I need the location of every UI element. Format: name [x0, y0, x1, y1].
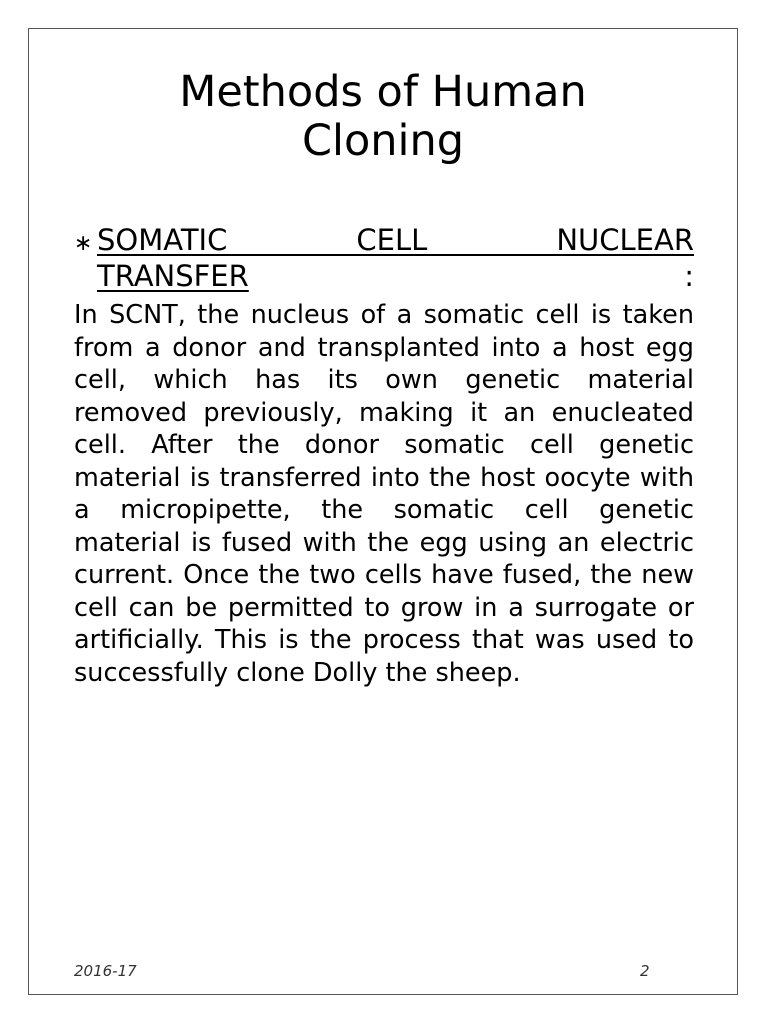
footer-page-number: 2: [640, 962, 650, 980]
title-line-2: Cloning: [301, 116, 465, 166]
heading-part-1: SOMATIC CELL NUCLEAR: [97, 223, 694, 257]
bullet-icon: ∗: [74, 231, 93, 256]
title-line-1: Methods of Human: [179, 67, 587, 117]
section-heading-text: [97, 222, 694, 258]
slide-title: [28, 68, 738, 166]
heading-suffix: :: [248, 259, 694, 293]
section-heading: [74, 222, 694, 294]
heading-part-2: TRANSFER: [97, 259, 249, 293]
body-paragraph: In SCNT, the nucleus of a somatic cell is taken from a donor and transplanted into a host egg cell, which has its own genetic material removed previously, making it an enucleated cell. After the donor somatic cell genetic material is transferred into the host oocyte with a micropipette, the somatic cell genetic material is fused with the egg using an electric current. Once the two cells have fused, the new cell can be permitted to grow in a surrogate or artificially. This is the process that was used to successfully clone Dolly the sheep.: [74, 300, 694, 688]
footer-date: 2016-17: [74, 962, 137, 980]
section-heading-text-line-2: [97, 258, 694, 294]
